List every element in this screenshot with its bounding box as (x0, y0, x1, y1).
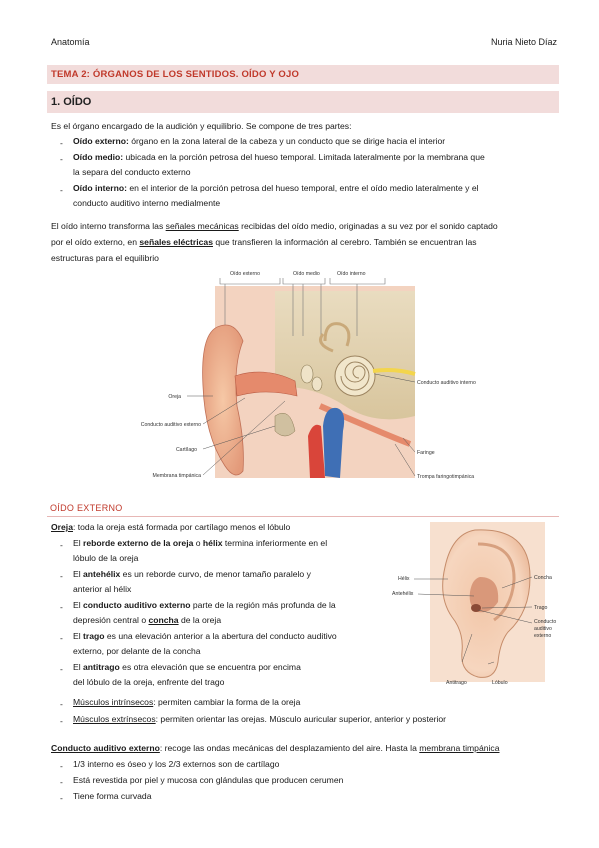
item-helix: El reborde externo de la oreja o hélix termina inferiormente en el (73, 538, 328, 548)
label-lobulo: Lóbulo (492, 680, 508, 686)
section-oido-banner (47, 91, 559, 113)
label-auditivo: auditivo (534, 626, 552, 632)
auricle-figure (390, 522, 560, 692)
bullet-dash: - (60, 664, 63, 674)
conducto-item-3: Tiene forma curvada (73, 791, 152, 801)
part-oido-externo: Oído externo: órgano en la zona lateral de la cabeza y un conducto que se dirige hacia el interior (73, 136, 446, 146)
label-antitrago: Antitrago (446, 680, 467, 686)
bullet-dash: - (60, 777, 63, 787)
label-conducto: Conducto (534, 619, 557, 625)
part-oido-medio: Oído medio: ubicada en la porción petrosa del hueso temporal. Limitada lateralmente por la membrana que (73, 152, 485, 162)
bullet-dash: - (60, 699, 63, 709)
conducto-item-1: 1/3 interno es óseo y los 2/3 externos son de cartílago (73, 759, 280, 769)
label-oreja: Oreja (168, 394, 181, 400)
item-conducto: El conducto auditivo externo parte de la región más profunda de la (73, 600, 336, 610)
part-oido-interno: Oído interno: en el interior de la porción petrosa del hueso temporal, entre el oído medio lateralmente y el (73, 183, 479, 193)
bullet-dash: - (60, 602, 63, 612)
conducto-intro: Conducto auditivo externo: recoge las ondas mecánicas del desplazamiento del aire. Hasta la membrana timpánica (51, 743, 500, 753)
item-trago-cont: externo, por delante de la concha (73, 646, 201, 656)
bullet-dash: - (60, 571, 63, 581)
item-musculos-intrinsecos: Músculos intrínsecos: permiten cambiar la forma de la oreja (73, 697, 301, 707)
item-musculos-extrinsecos: Músculos extrínsecos: permiten orientar las orejas. Músculo auricular superior, anterior y posterior (73, 714, 447, 724)
bullet-dash: - (60, 793, 63, 803)
canal-opening (471, 604, 481, 612)
header-author: Nuria Nieto Díaz (490, 37, 557, 47)
label-externo: externo (534, 633, 552, 639)
label-conducto-interno: Conducto auditivo interno (417, 380, 476, 386)
section-oido-title: 1. OÍDO (51, 96, 92, 108)
label-oido-interno: Oído interno (337, 271, 366, 277)
bullet-dash: - (60, 540, 63, 550)
ear-anatomy-figure (125, 266, 525, 496)
item-antitrago: El antitrago es otra elevación que se encuentra por encima (73, 662, 301, 672)
item-antehelix: El antehélix es un reborde curvo, de menor tamaño paralelo y (73, 569, 311, 579)
label-trompa: Trompa faringotimpánica (417, 474, 475, 480)
label-oido-externo: Oído externo (230, 271, 260, 277)
conducto-item-2: Está revestida por piel y mucosa con glándulas que producen cerumen (73, 775, 344, 785)
oreja-intro: Oreja: toda la oreja está formada por cartílago menos el lóbulo (51, 522, 291, 532)
label-trago: Trago (534, 605, 548, 611)
bullet-dash: - (60, 633, 63, 643)
cochlea (335, 356, 375, 396)
bullet-dash: - (60, 154, 63, 164)
para2-line2: por el oído externo, en señales eléctricas que transfieren la información al cerebro. También se encuentran las (51, 237, 477, 247)
para2-line1: El oído interno transforma las señales mecánicas recibidas del oído medio, originadas a su vez por el sonido captado (51, 221, 498, 231)
part-term: Oído externo: (73, 136, 129, 146)
item-conducto-cont: depresión central o concha de la oreja (73, 615, 222, 625)
item-helix-cont: lóbulo de la oreja (73, 553, 139, 563)
para2-line3: estructuras para el equilibrio (51, 253, 159, 263)
part-term: Oído interno: (73, 183, 127, 193)
section-divider (47, 516, 559, 517)
bullet-dash: - (60, 716, 63, 726)
label-antehelix: Antehélix (392, 591, 414, 597)
label-concha: Concha (534, 575, 552, 581)
label-conducto-externo: Conducto auditivo externo (140, 422, 201, 428)
label-oido-medio: Oído medio (293, 271, 320, 277)
section-oido-externo-title: OÍDO EXTERNO (50, 503, 123, 513)
intro-text: Es el órgano encargado de la audición y equilibrio. Se compone de tres partes: (51, 121, 352, 131)
label-membrana: Membrana timpánica (152, 473, 201, 479)
part-oido-interno-cont: conducto auditivo interno medialmente (73, 198, 221, 208)
label-faringe: Faringe (417, 450, 435, 456)
item-trago: El trago es una elevación anterior a la abertura del conducto auditivo (73, 631, 337, 641)
header-subject: Anatomía (51, 37, 90, 47)
bullet-dash: - (60, 138, 63, 148)
part-oido-medio-cont: la separa del conducto externo (73, 167, 191, 177)
bullet-dash: - (60, 761, 63, 771)
part-term: Oído medio: (73, 152, 124, 162)
item-antitrago-cont: del lóbulo de la oreja, enfrente del trago (73, 677, 225, 687)
label-cartilago: Cartílago (175, 447, 197, 453)
bullet-dash: - (60, 185, 63, 195)
label-helix: Hélix (398, 576, 410, 582)
tema-banner (47, 65, 559, 84)
tema-title: TEMA 2: ÓRGANOS DE LOS SENTIDOS. OÍDO Y OJO (51, 69, 300, 80)
item-antehelix-cont: anterior al hélix (73, 584, 132, 594)
